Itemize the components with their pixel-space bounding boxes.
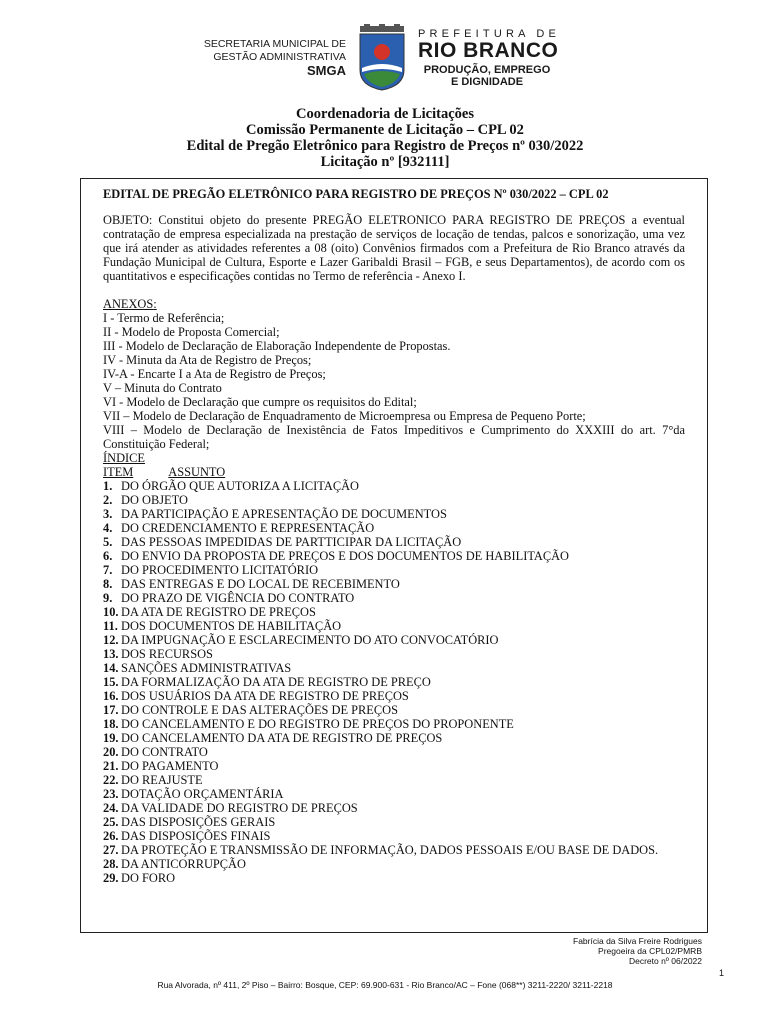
index-item-number: 7. [103, 563, 113, 577]
index-item-label: DA FORMALIZAÇÃO DA ATA DE REGISTRO DE PREÇO [121, 675, 431, 689]
index-item-label: DO CANCELAMENTO E DO REGISTRO DE PREÇOS DO PROPONENTE [121, 717, 514, 731]
letterhead [0, 20, 770, 98]
index-item [103, 829, 685, 843]
anexo-item: IV-A - Encarte I a Ata de Registro de Preços; [103, 367, 326, 381]
index-item-number: 27. [103, 843, 119, 857]
anexo-item: V – Minuta do Contrato [103, 381, 222, 395]
index-item-label: DO OBJETO [121, 493, 188, 507]
signature-role: Pregoeira da CPL02/PMRB [598, 946, 702, 956]
index-item-label: DO ENVIO DA PROPOSTA DE PREÇOS E DOS DOCUMENTOS DE HABILITAÇÃO [121, 549, 570, 563]
title-line-4: Licitação nº [932111] [320, 154, 450, 170]
index-item [103, 507, 685, 521]
index-item-label: DOS USUÁRIOS DA ATA DE REGISTRO DE PREÇOS [121, 689, 409, 703]
secretaria-line-1: SECRETARIA MUNICIPAL DE [203, 38, 346, 50]
index-item-number: 24. [103, 801, 119, 815]
index-item-number: 29. [103, 871, 119, 885]
anexos-label: ANEXOS [103, 297, 154, 311]
index-item-label: DAS ENTREGAS E DO LOCAL DE RECEBIMENTO [121, 577, 400, 591]
prefeitura-de: PREFEITURA DE [418, 28, 561, 40]
city-name: RIO BRANCO [418, 39, 559, 62]
index-item [103, 535, 685, 549]
prefeitura-block [418, 28, 560, 88]
anexo-item: I - Termo de Referência; [103, 311, 225, 325]
index-item [103, 717, 685, 731]
signature-decree: Decreto nº 06/2022 [628, 956, 702, 966]
index-item-label: DO ÓRGÃO QUE AUTORIZA A LICITAÇÃO [121, 479, 359, 493]
slogan-line-2: E DIGNIDADE [450, 76, 524, 88]
index-item [103, 605, 685, 619]
index-item-number: 28. [103, 857, 119, 871]
index-item-number: 18. [103, 717, 119, 731]
index-item-label: DO CONTRATO [121, 745, 208, 759]
index-item-number: 19. [103, 731, 119, 745]
index-item-number: 10. [103, 605, 119, 619]
index-item [103, 801, 685, 815]
secretaria-block [204, 38, 346, 77]
index-item [103, 619, 685, 633]
index-item [103, 759, 685, 773]
index-item-label: DOTAÇÃO ORÇAMENTÁRIA [121, 787, 284, 801]
index-item-number: 23. [103, 787, 119, 801]
index-item [103, 563, 685, 577]
index-item [103, 815, 685, 829]
index-item [103, 703, 685, 717]
document-titles [0, 106, 770, 170]
objeto-paragraph: OBJETO: Constitui objeto do presente PREGÃO ELETRONICO PARA REGISTRO DE PREÇOS a eventual contratação de empresa especializada na prestação de serviços de locação de tendas, palcos e sonorização, uma vez que irá atender as atividades referentes a 08 (oito) Convênios firmados com a Prefeitura de Rio Branco através da Fundação Municipal de Cultura, Esporte e Lazer Garibaldi Brasil – FGB, e seus Departamentos), de acordo com os quantitativos e especificações contidas no Termo de referência - Anexo I. [103, 213, 685, 283]
index-item-number: 1. [103, 479, 113, 493]
index-item-number: 14. [103, 661, 119, 675]
secretaria-abbr: SMGA [307, 63, 346, 78]
title-line-1: Coordenadoria de Licitações [295, 106, 474, 122]
anexos-list [103, 311, 685, 451]
index-item-number: 20. [103, 745, 119, 759]
index-list [103, 479, 685, 885]
index-item-label: DOS RECURSOS [121, 647, 213, 661]
signature-name: Fabrícia da Silva Freire Rodrigues [573, 936, 702, 946]
index-item [103, 647, 685, 661]
anexo-item: VIII – Modelo de Declaração de Inexistência de Fatos Impeditivos e Cumprimento do XXXIII do art. 7°da Constituição Federal; [103, 423, 685, 451]
index-item-label: DAS DISPOSIÇÕES FINAIS [121, 829, 271, 843]
slogan [418, 64, 556, 88]
index-item-label: DO CREDENCIAMENTO E REPRESENTAÇÃO [121, 521, 375, 535]
anexo-item: IV - Minuta da Ata de Registro de Preços; [103, 353, 312, 367]
index-item [103, 549, 685, 563]
edital-box [80, 178, 708, 933]
anexo-item: VI - Modelo de Declaração que cumpre os requisitos do Edital; [103, 395, 417, 409]
index-item [103, 479, 685, 493]
index-item-label: DO REAJUSTE [121, 773, 203, 787]
title-line-2: Comissão Permanente de Licitação – CPL 02 [246, 122, 524, 138]
anexo-item: III - Modelo de Declaração de Elaboração Independente de Propostas. [103, 339, 451, 353]
city-crest-icon [356, 24, 408, 94]
index-item-number: 11. [103, 619, 118, 633]
page-number: 1 [718, 968, 724, 978]
title-line-3: Edital de Pregão Eletrônico para Registro de Preços nº 030/2022 [186, 138, 584, 154]
index-item-number: 3. [103, 507, 113, 521]
index-item-number: 12. [103, 633, 119, 647]
index-item-label: DO CONTROLE E DAS ALTERAÇÕES DE PREÇOS [121, 703, 398, 717]
index-item-label: DO FORO [121, 871, 176, 885]
anexo-item: II - Modelo de Proposta Comercial; [103, 325, 280, 339]
index-item-number: 13. [103, 647, 119, 661]
indice-heading: ÍNDICE [103, 451, 145, 465]
index-item [103, 675, 685, 689]
index-item [103, 577, 685, 591]
index-item-label: DAS DISPOSIÇÕES GERAIS [121, 815, 276, 829]
index-item-number: 22. [103, 773, 119, 787]
col-item: ITEM [103, 465, 134, 479]
index-item [103, 843, 685, 857]
index-item-number: 6. [103, 549, 113, 563]
index-item-label: DA ANTICORRUPÇÃO [121, 857, 246, 871]
index-item-number: 2. [103, 493, 113, 507]
index-item-label: DOS DOCUMENTOS DE HABILITAÇÃO [121, 619, 342, 633]
index-item [103, 773, 685, 787]
index-item-number: 8. [103, 577, 113, 591]
footer-address: Rua Alvorada, nº 411, 2º Piso – Bairro: Bosque, CEP: 69.900-631 - Rio Branco/AC – Fone (068**) 3211-2220/ 3211-2218 [157, 980, 613, 990]
anexo-item: VII – Modelo de Declaração de Enquadramento de Microempresa ou Empresa de Pequeno Porte; [103, 409, 586, 423]
index-item-label: DA IMPUGNAÇÃO E ESCLARECIMENTO DO ATO CONVOCATÓRIO [121, 633, 499, 647]
index-item-number: 17. [103, 703, 119, 717]
index-item-label: DO PAGAMENTO [121, 759, 219, 773]
edital-title: EDITAL DE PREGÃO ELETRÔNICO PARA REGISTRO DE PREÇOS Nº 030/2022 – CPL 02 [103, 187, 609, 201]
index-item [103, 633, 685, 647]
index-item-label: DO CANCELAMENTO DA ATA DE REGISTRO DE PREÇOS [121, 731, 443, 745]
index-item-number: 25. [103, 815, 119, 829]
index-item [103, 871, 685, 885]
index-item-number: 21. [103, 759, 119, 773]
index-item-label: DAS PESSOAS IMPEDIDAS DE PARTTICIPAR DA LICITAÇÃO [121, 535, 462, 549]
index-item-label: DA VALIDADE DO REGISTRO DE PREÇOS [121, 801, 358, 815]
index-item-label: DA PROTEÇÃO E TRANSMISSÃO DE INFORMAÇÃO, DADOS PESSOAIS E/OU BASE DE DADOS. [121, 843, 659, 857]
secretaria-line-2: GESTÃO ADMINISTRATIVA [213, 51, 346, 63]
index-item-label: DO PROCEDIMENTO LICITATÓRIO [121, 563, 319, 577]
index-item [103, 745, 685, 759]
index-item-number: 15. [103, 675, 119, 689]
index-column-headers [103, 465, 685, 479]
slogan-line-1: PRODUÇÃO, EMPREGO [423, 64, 551, 76]
index-item [103, 521, 685, 535]
signature-block [573, 936, 702, 966]
index-item-number: 16. [103, 689, 119, 703]
index-item [103, 591, 685, 605]
index-item-label: DA ATA DE REGISTRO DE PREÇOS [121, 605, 316, 619]
index-item [103, 661, 685, 675]
index-item [103, 787, 685, 801]
index-item-label: DA PARTICIPAÇÃO E APRESENTAÇÃO DE DOCUMENTOS [121, 507, 447, 521]
index-item [103, 857, 685, 871]
index-item-number: 9. [103, 591, 113, 605]
anexos-heading: ANEXOS: [103, 297, 157, 311]
index-item [103, 493, 685, 507]
col-assunto: ASSUNTO [168, 465, 226, 479]
index-item [103, 731, 685, 745]
index-item-number: 5. [103, 535, 113, 549]
index-item-label: SANÇÕES ADMINISTRATIVAS [121, 661, 292, 675]
index-item-label: DO PRAZO DE VIGÊNCIA DO CONTRATO [121, 591, 355, 605]
index-item-number: 26. [103, 829, 119, 843]
index-item [103, 689, 685, 703]
index-item-number: 4. [103, 521, 113, 535]
